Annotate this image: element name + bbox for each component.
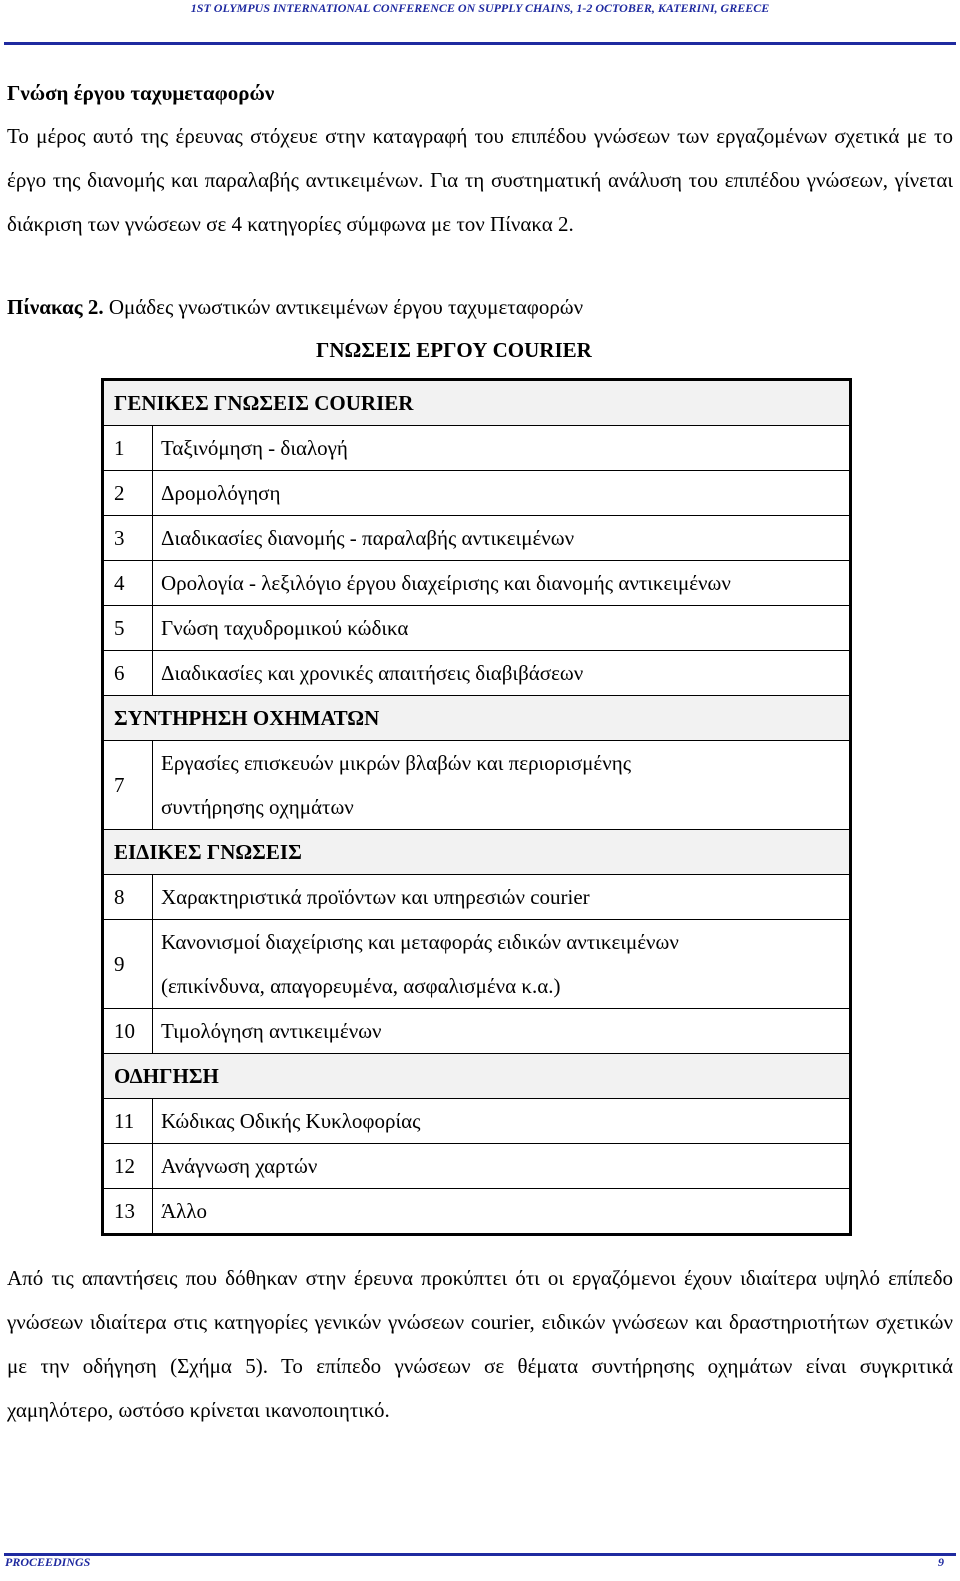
page-number: 9 xyxy=(938,1555,944,1569)
row-number: 13 xyxy=(103,1189,153,1235)
page-footer xyxy=(0,1550,960,1581)
table-row xyxy=(103,471,851,516)
row-text: Ορολογία - λεξιλόγιο έργου διαχείρισης και διανομής αντικειμένων xyxy=(153,561,851,606)
row-text: Τιμολόγηση αντικειμένων xyxy=(153,1009,851,1054)
row-number: 9 xyxy=(103,920,153,1009)
table-caption-label: Πίνακας 2. xyxy=(7,295,104,319)
conclusion-paragraph: Από τις απαντήσεις που δόθηκαν στην έρευνα προκύπτει ότι οι εργαζόμενοι έχουν ιδιαίτερα υψηλό επίπεδο γνώσεων ιδιαίτερα στις κατηγορίες γενικών γνώσεων courier, ειδικών γνώσεων και δραστηριοτήτων σχετικών με την οδήγηση (Σχήμα 5). Το επίπεδο γνώσεων σε θέματα συντήρησης οχημάτων είναι συγκριτικά χαμηλότερο, ωστόσο κρίνεται ικανοποιητικό. xyxy=(7,1266,953,1422)
table-row xyxy=(103,516,851,561)
row-number: 2 xyxy=(103,471,153,516)
row-number: 1 xyxy=(103,426,153,471)
table-row xyxy=(103,1144,851,1189)
table-row xyxy=(103,920,851,1009)
table-row xyxy=(103,875,851,920)
row-text: Δρομολόγηση xyxy=(153,471,851,516)
table-group-header xyxy=(103,696,851,741)
row-text: Γνώση ταχυδρομικού κώδικα xyxy=(153,606,851,651)
group-name: ΓΕΝΙΚΕΣ ΓΝΩΣΕΙΣ COURIER xyxy=(103,380,851,426)
row-number: 11 xyxy=(103,1099,153,1144)
row-number: 10 xyxy=(103,1009,153,1054)
row-number: 7 xyxy=(103,741,153,830)
knowledge-table xyxy=(101,378,852,1236)
row-text-line: συντήρησης οχημάτων xyxy=(161,795,354,819)
table-row xyxy=(103,1009,851,1054)
table-row xyxy=(103,1099,851,1144)
row-text: Ανάγνωση χαρτών xyxy=(153,1144,851,1189)
table-group-header xyxy=(103,1054,851,1099)
table-row xyxy=(103,426,851,471)
running-title: 1ST OLYMPUS INTERNATIONAL CONFERENCE ON SUPPLY CHAINS, 1-2 OCTOBER, KATERINI, GREECE xyxy=(190,1,770,15)
table-caption xyxy=(7,294,583,320)
table-row xyxy=(103,606,851,651)
row-text: Διαδικασίες διανομής - παραλαβής αντικειμένων xyxy=(153,516,851,561)
group-name: ΣΥΝΤΗΡΗΣΗ ΟΧΗΜΑΤΩΝ xyxy=(103,696,851,741)
row-text: Ταξινόμηση - διαλογή xyxy=(153,426,851,471)
table-group-header xyxy=(103,380,851,426)
header-rule xyxy=(4,42,956,45)
row-text-line: Κανονισμοί διαχείρισης και μεταφοράς ειδικών αντικειμένων xyxy=(161,930,679,954)
row-text xyxy=(153,920,851,1009)
footer-label: PROCEEDINGS xyxy=(5,1555,91,1569)
row-text: Χαρακτηριστικά προϊόντων και υπηρεσιών courier xyxy=(153,875,851,920)
group-name: ΕΙΔΙΚΕΣ ΓΝΩΣΕΙΣ xyxy=(103,830,851,875)
intro-paragraph: Το μέρος αυτό της έρευνας στόχευε στην καταγραφή του επιπέδου γνώσεων των εργαζομένων σχετικά με το έργο της διανομής και παραλαβής αντικειμένων. Για τη συστηματική ανάλυση του επιπέδου γνώσεων, γίνεται διάκριση των γνώσεων σε 4 κατηγορίες σύμφωνα με τον Πίνακα 2. xyxy=(7,124,953,236)
table-row xyxy=(103,1189,851,1235)
row-text xyxy=(153,741,851,830)
table-caption-text: Ομάδες γνωστικών αντικειμένων έργου ταχυμεταφορών xyxy=(103,295,584,319)
row-number: 3 xyxy=(103,516,153,561)
table-row xyxy=(103,561,851,606)
table-row xyxy=(103,651,851,696)
row-text: Κώδικας Οδικής Κυκλοφορίας xyxy=(153,1099,851,1144)
row-text-line: (επικίνδυνα, απαγορευμένα, ασφαλισμένα κ.α.) xyxy=(161,974,561,998)
row-number: 8 xyxy=(103,875,153,920)
page-header xyxy=(0,0,960,46)
row-text: Διαδικασίες και χρονικές απαιτήσεις διαβιβάσεων xyxy=(153,651,851,696)
section-title: Γνώση έργου ταχυμεταφορών xyxy=(7,81,275,105)
table-title: ΓΝΩΣΕΙΣ ΕΡΓΟΥ COURIER xyxy=(316,338,592,362)
row-text: Άλλο xyxy=(153,1189,851,1235)
row-number: 4 xyxy=(103,561,153,606)
group-name: ΟΔΗΓΗΣΗ xyxy=(103,1054,851,1099)
table-row xyxy=(103,741,851,830)
row-number: 12 xyxy=(103,1144,153,1189)
row-number: 5 xyxy=(103,606,153,651)
table-group-header xyxy=(103,830,851,875)
row-number: 6 xyxy=(103,651,153,696)
footer-rule xyxy=(4,1553,956,1556)
row-text-line: Εργασίες επισκευών μικρών βλαβών και περιορισμένης xyxy=(161,751,632,775)
